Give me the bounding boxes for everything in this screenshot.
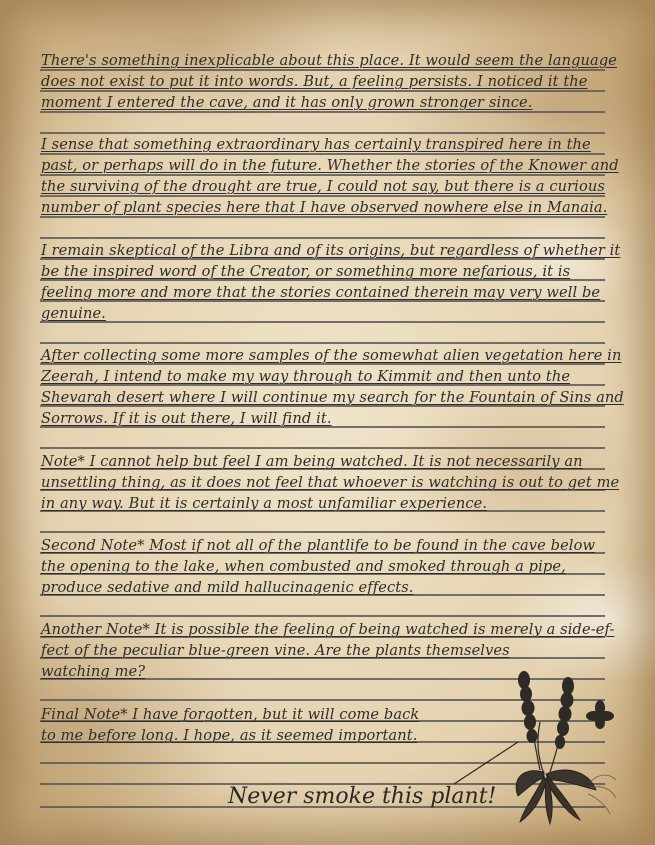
note-line: Second Note* Most if not all of the plantlife to be found in the cave below (41, 537, 596, 554)
ruled-line (40, 237, 605, 239)
note-line: produce sedative and mild hallucinagenic effects. (41, 579, 414, 596)
note-line: number of plant species here that I have observed nowhere else in Manaia. (41, 199, 608, 216)
note-line: After collecting some more samples of the somewhat alien vegetation here in (41, 347, 622, 364)
note-line: the surviving of the drought are true, I could not say, but there is a curious (41, 178, 605, 195)
ruled-line (40, 531, 605, 533)
note-line: unsettling thing, as it does not feel that whoever is watching is out to get me (41, 474, 620, 491)
note-line: in any way. But it is certainly a most unfamiliar experience. (41, 495, 488, 512)
ruled-line (40, 615, 605, 617)
note-line: Shevarah desert where I will continue my search for the Fountain of Sins and (41, 389, 624, 406)
note-line: I remain skeptical of the Libra and of its origins, but regardless of whether it (41, 242, 621, 259)
note-line: does not exist to put it into words. But, a feeling persists. I noticed it the (41, 73, 588, 90)
ruled-line (40, 132, 605, 134)
note-line: past, or perhaps will do in the future. Whether the stories of the Knower and (41, 157, 619, 174)
note-line: Final Note* I have forgotten, but it will come back (41, 706, 420, 723)
pointer-line (454, 742, 518, 784)
note-line: Another Note* It is possible the feeling of being watched is merely a side-ef- (41, 621, 615, 638)
note-line: Zeerah, I intend to make my way through to Kimmit and then unto the (41, 368, 571, 385)
note-line: There's something inexplicable about this place. It would seem the language (41, 52, 617, 69)
note-line: fect of the peculiar blue-green vine. Are the plants themselves (41, 642, 510, 659)
note-line: genuine. (41, 305, 106, 322)
note-line: be the inspired word of the Creator, or something more nefarious, it is (41, 263, 571, 280)
note-line: moment I entered the cave, and it has only grown stronger since. (41, 94, 533, 111)
note-line: to me before long. I hope, as it seemed important. (41, 727, 418, 744)
ruled-line (40, 342, 605, 344)
note-line: the opening to the lake, when combusted and smoked through a pipe, (41, 558, 566, 575)
note-line: Note* I cannot help but feel I am being watched. It is not necessarily an (41, 453, 583, 470)
note-line: I sense that something extraordinary has certainly transpired here in the (41, 136, 591, 153)
warning-text: Never smoke this plant! (228, 784, 497, 809)
note-line: feeling more and more that the stories contained therein may very well be (41, 284, 601, 301)
note-line: Sorrows. If it is out there, I will find it. (41, 410, 332, 427)
note-line: watching me? (41, 663, 146, 680)
ruled-line (40, 447, 605, 449)
ruled-line (40, 321, 605, 323)
